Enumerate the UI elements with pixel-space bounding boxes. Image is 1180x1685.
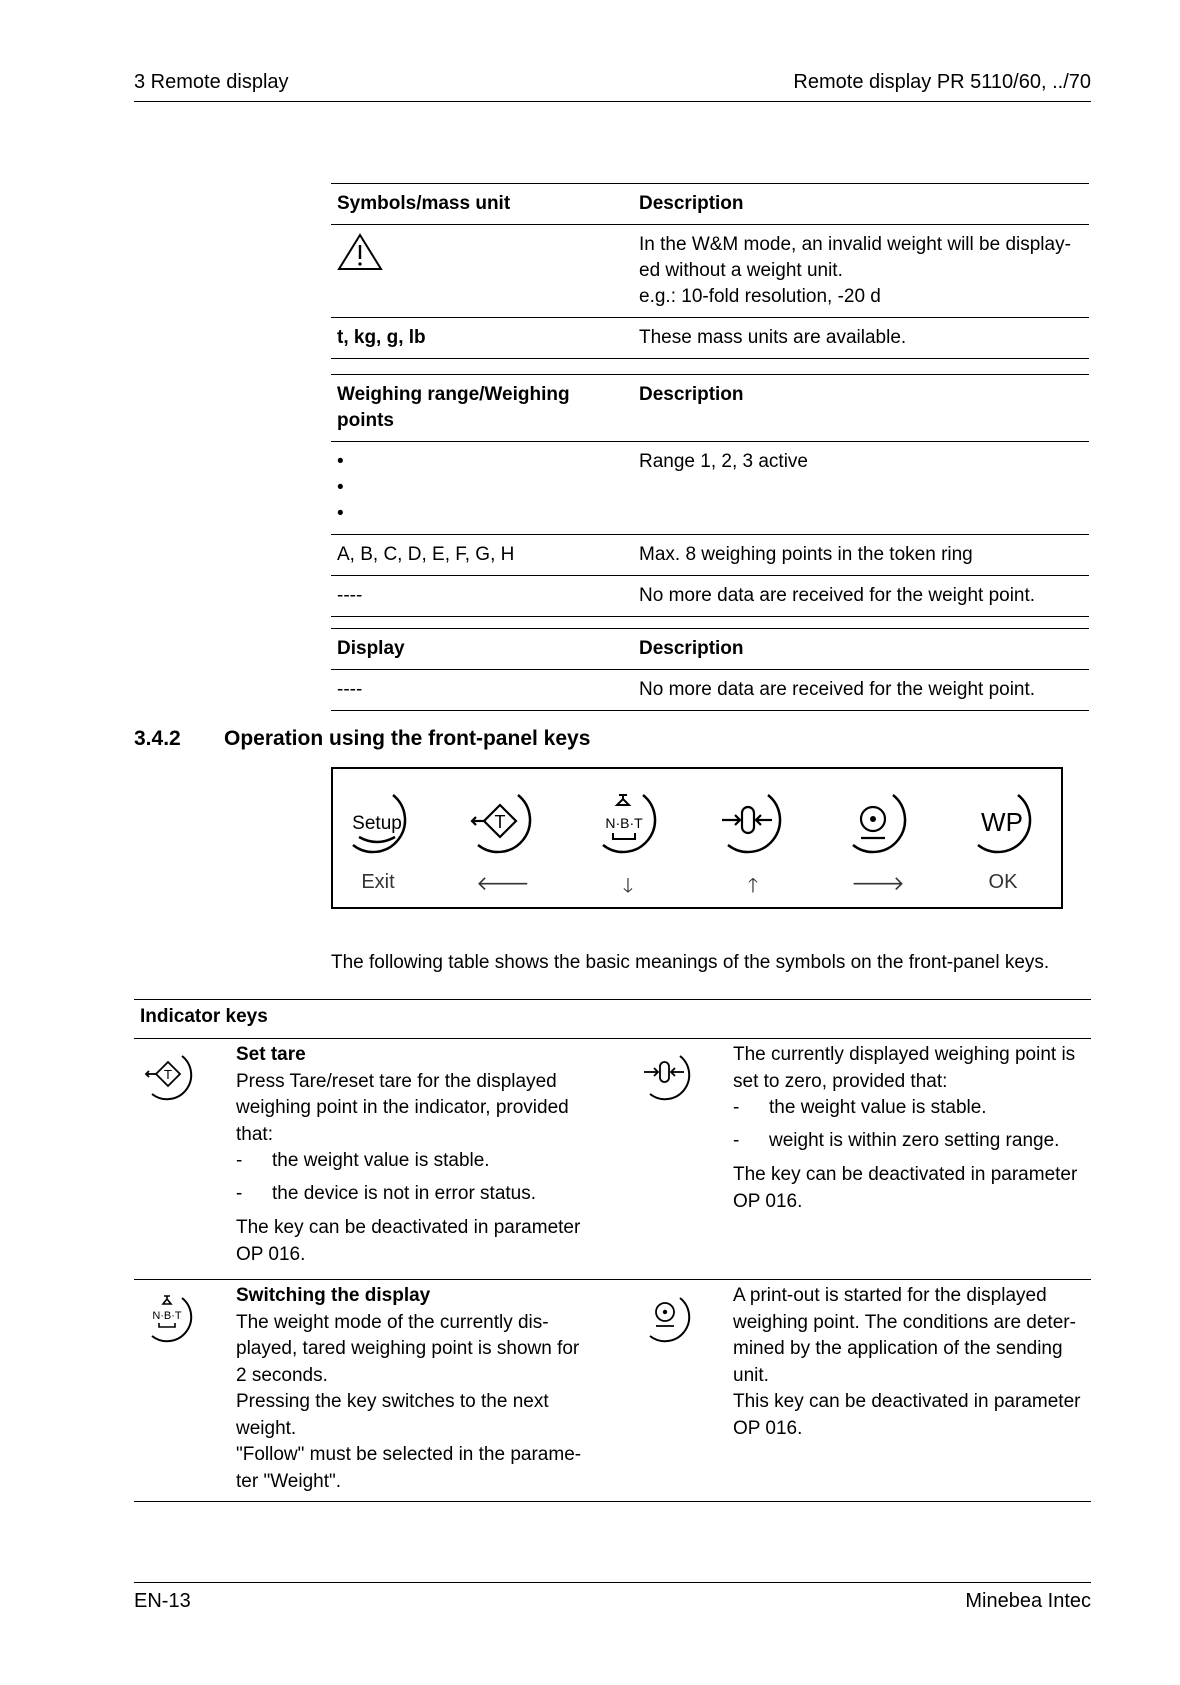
desc-line: OP 016. — [733, 1417, 803, 1439]
desc-line: The key can be deactivated in parameter — [236, 1217, 581, 1238]
table-cell: ---- — [337, 585, 363, 606]
list-item-text: weight is within zero setting range. — [769, 1129, 1060, 1151]
front-panel-keys — [331, 767, 1063, 909]
table-row — [331, 317, 1089, 358]
table-header-row — [331, 629, 1089, 669]
tare-key[interactable] — [460, 783, 550, 863]
symbols-table — [331, 183, 1089, 359]
desc-line: unit. — [733, 1364, 769, 1386]
nbt-key[interactable] — [585, 783, 675, 863]
print-icon — [638, 1290, 702, 1348]
switch-display-title: Switching the display — [236, 1285, 431, 1306]
setup-key[interactable] — [335, 783, 425, 863]
desc-line: weight. — [236, 1417, 297, 1439]
table-row — [331, 669, 1089, 710]
table-header-cell: Symbols/mass unit — [337, 193, 511, 214]
table-header-row — [331, 184, 1089, 224]
setup-key-text: Setup — [352, 813, 402, 834]
zero-description — [733, 1042, 1089, 1215]
zero-icon — [638, 1048, 702, 1106]
table-cell: t, kg, g, lb — [337, 327, 426, 348]
range-bullet: • — [337, 503, 344, 524]
right-arrow-icon: 🡒 — [851, 873, 905, 895]
exit-label: Exit — [361, 871, 395, 893]
list-item-text: the device is not in error status. — [272, 1182, 537, 1204]
tare-icon — [140, 1048, 204, 1106]
section-title: Operation using the front-panel keys — [224, 727, 591, 750]
ranges-table — [331, 374, 1089, 617]
table-row — [331, 534, 1089, 575]
list-item — [733, 1095, 1089, 1122]
desc-line: weighing point in the indicator, provided — [236, 1097, 569, 1118]
print-icon — [835, 783, 925, 863]
header-line: Weighing range/Weighing — [337, 384, 570, 405]
tare-key-text: T — [494, 812, 506, 832]
dash-marker: - — [236, 1182, 243, 1204]
desc-line: that: — [236, 1123, 273, 1145]
header-chapter: 3 Remote display — [134, 71, 289, 93]
desc-line: Pressing the key switches to the next — [236, 1391, 549, 1412]
tare-icon — [460, 783, 550, 863]
zero-icon — [710, 783, 800, 863]
desc-line: Press Tare/reset tare for the displayed — [236, 1070, 557, 1092]
table-cell: A, B, C, D, E, F, G, H — [337, 544, 515, 565]
table-cell: No more data are received for the weight point. — [639, 585, 1036, 606]
table-cell: Max. 8 weighing points in the token ring — [639, 544, 973, 565]
warning-cell — [331, 225, 633, 317]
desc-line: set to zero, provided that: — [733, 1070, 948, 1092]
desc-line: ed without a weight unit. — [639, 260, 843, 281]
nbt-key-text: N·B·T — [605, 815, 643, 831]
table-header-cell: Description — [639, 193, 744, 214]
desc-line: A print-out is started for the displayed — [733, 1285, 1047, 1306]
warning-triangle-icon — [337, 232, 383, 272]
nbt-icon — [140, 1290, 204, 1348]
desc-line: ter "Weight". — [236, 1470, 342, 1492]
desc-line: played, tared weighing point is shown for — [236, 1338, 580, 1359]
indicator-heading: Indicator keys — [140, 1006, 268, 1027]
desc-line: OP 016. — [236, 1243, 306, 1265]
range-bullet: • — [337, 477, 344, 498]
nbt-icon-text: N·B·T — [152, 1310, 182, 1322]
table-row — [331, 575, 1089, 616]
header-rule — [134, 101, 1091, 102]
section-number: 3.4.2 — [134, 727, 181, 750]
setup-icon — [335, 783, 425, 863]
header-document: Remote display PR 5110/60, ../70 — [793, 71, 1091, 93]
desc-line: weighing point. The conditions are deter- — [733, 1311, 1076, 1333]
up-arrow-icon: 🡑 — [747, 875, 759, 897]
desc-line: "Follow" must be selected in the parame- — [236, 1444, 582, 1465]
intro-text: The following table shows the basic meanings of the symbols on the front-panel keys. — [331, 952, 1050, 973]
table-cell: No more data are received for the weight point. — [639, 679, 1036, 700]
table-row — [331, 224, 1089, 317]
table-cell: ---- — [337, 679, 363, 700]
footer-rule — [134, 1582, 1091, 1583]
left-arrow-icon: 🡐 — [476, 873, 530, 895]
table-cell: These mass units are available. — [639, 327, 907, 348]
header-line: points — [337, 410, 394, 431]
bullets-cell — [331, 442, 633, 534]
table-header-row — [331, 375, 1089, 441]
tare-icon-text: T — [164, 1067, 172, 1082]
page-number: EN-13 — [134, 1590, 191, 1612]
range-bullet: • — [337, 451, 344, 472]
print-key[interactable] — [835, 783, 925, 863]
table-cell — [633, 225, 1089, 317]
wp-key-text: WP — [981, 807, 1023, 837]
dash-marker: - — [733, 1097, 740, 1118]
desc-line: The currently displayed weighing point is — [733, 1044, 1076, 1065]
desc-line: mined by the application of the sending — [733, 1338, 1063, 1359]
wp-icon — [960, 783, 1050, 863]
desc-line: OP 016. — [733, 1190, 803, 1212]
list-item — [236, 1181, 596, 1208]
table-header-cell — [331, 375, 633, 441]
desc-line: The weight mode of the currently dis- — [236, 1311, 549, 1333]
set-tare-description — [236, 1042, 596, 1268]
set-tare-title: Set tare — [236, 1044, 306, 1065]
desc-line: In the W&M mode, an invalid weight will be display- — [639, 234, 1071, 255]
table-rule — [134, 999, 1091, 1000]
desc-line: 2 seconds. — [236, 1364, 328, 1386]
wp-key[interactable] — [960, 783, 1050, 863]
desc-line: e.g.: 10-fold resolution, -20 d — [639, 286, 881, 307]
table-row — [331, 441, 1089, 534]
nbt-icon — [585, 783, 675, 863]
print-description — [733, 1283, 1089, 1442]
dash-marker: - — [733, 1129, 740, 1151]
footer-brand: Minebea Intec — [965, 1590, 1091, 1612]
table-header-cell: Description — [639, 384, 744, 405]
ok-label: OK — [988, 871, 1018, 893]
list-item-text: the weight value is stable. — [769, 1097, 987, 1118]
desc-line: This key can be deactivated in parameter — [733, 1391, 1081, 1412]
table-header-cell: Description — [639, 638, 744, 659]
switch-display-description — [236, 1283, 596, 1495]
list-item — [733, 1128, 1089, 1155]
table-rule — [134, 1038, 1091, 1039]
down-arrow-icon: 🡓 — [622, 875, 634, 897]
table-cell: Range 1, 2, 3 active — [639, 451, 808, 472]
desc-line: The key can be deactivated in parameter — [733, 1164, 1078, 1185]
table-rule — [134, 1501, 1091, 1502]
zero-key[interactable] — [710, 783, 800, 863]
display-table — [331, 628, 1089, 711]
table-header-cell: Display — [337, 638, 405, 659]
list-item — [236, 1148, 596, 1175]
list-item-text: the weight value is stable. — [272, 1150, 490, 1171]
dash-marker: - — [236, 1150, 243, 1171]
table-rule — [134, 1279, 1091, 1280]
